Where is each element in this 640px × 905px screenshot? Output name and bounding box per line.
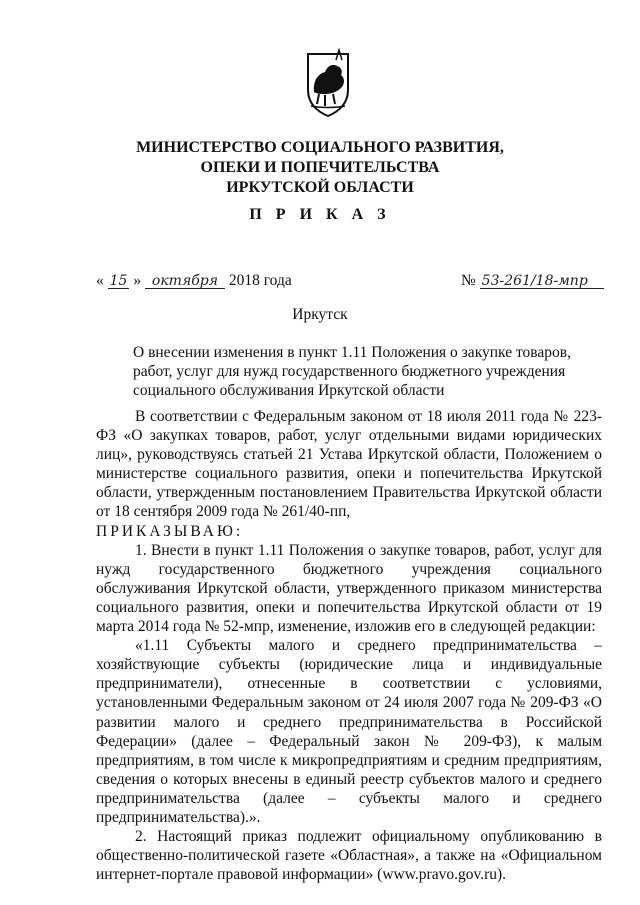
handwritten-day: 15 (109, 273, 128, 289)
order-subject: О внесении изменения в пункт 1.11 Положения о закупке товаров, работ, услуг для нужд государственного бюджетного учреждения социального обслуживания Иркутской области (133, 344, 571, 399)
item-1-quoted-text: «1.11 Субъекты малого и среднего предпринимательства – хозяйствующие субъекты (юридические лица и индивидуальные предприниматели), отнесенные в соответствии с условиями, установленными Федеральным законом от 24 июля 2007 года № 209-ФЗ «О развитии малого и среднего предпринимательства в Российской Федерации» (далее – Федеральный закон № 209-ФЗ), к малым предприятиям, в том числе к микропредприятиям и средним предприятиям, сведения о которых внесены в единый реестр субъектов малого и среднего предпринимательства (далее – субъекты малого и среднего предпринимательства).». (96, 637, 602, 826)
ministry-name (0, 138, 640, 198)
date-open-quote: « (96, 272, 104, 289)
date-close-quote: » (133, 272, 142, 289)
handwritten-month: октября (145, 274, 225, 289)
date-year: 2018 года (228, 272, 292, 289)
document-type-title: П Р И К А З (249, 206, 391, 223)
order-body (96, 407, 602, 884)
item-1-paragraph: 1. Внести в пункт 1.11 Положения о закупке товаров, работ, услуг для нужд государственного бюджетного учреждения социального обслуживания Иркутской области, утвержденного приказом министерства социального развития, опеки и попечительства Иркутской области от 19 марта 2014 года № 52-мпр, изменение, изложив его в следующей редакции: (96, 541, 602, 636)
city-name: Иркутск (292, 306, 348, 323)
preamble-paragraph: В соответствии с Федеральным законом от 18 июля 2011 года № 223-ФЗ «О закупках товаров, работ, услуг отдельными видами юридических лиц», руководствуясь статьей 21 Устава Иркутской области, Положением о министерстве социального развития, опеки и попечительства Иркутской области, утвержденным постановлением Правительства Иркутской области от 18 сентября 2009 года № 261/40-пп, (96, 408, 602, 521)
ministry-line-2: ОПЕКИ И ПОПЕЧИТЕЛЬСТВА (200, 159, 440, 176)
coat-of-arms-icon (303, 46, 353, 118)
ministry-line-1: МИНИСТЕРСТВО СОЦИАЛЬНОГО РАЗВИТИЯ, (136, 139, 504, 156)
handwritten-number: 53-261/18-мпр (480, 274, 604, 289)
item-2-paragraph: 2. Настоящий приказ подлежит официальному опубликованию в общественно-политической газете «Областная», а также на «Официальном интернет-портале правовой информации» (www.pravo.gov.ru). (96, 828, 602, 884)
order-number (461, 272, 604, 290)
number-prefix: № (461, 272, 476, 289)
orders-heading: ПРИКАЗЫВАЮ: (96, 522, 244, 540)
ministry-line-3: ИРКУТСКОЙ ОБЛАСТИ (226, 179, 414, 196)
order-date (96, 272, 292, 290)
